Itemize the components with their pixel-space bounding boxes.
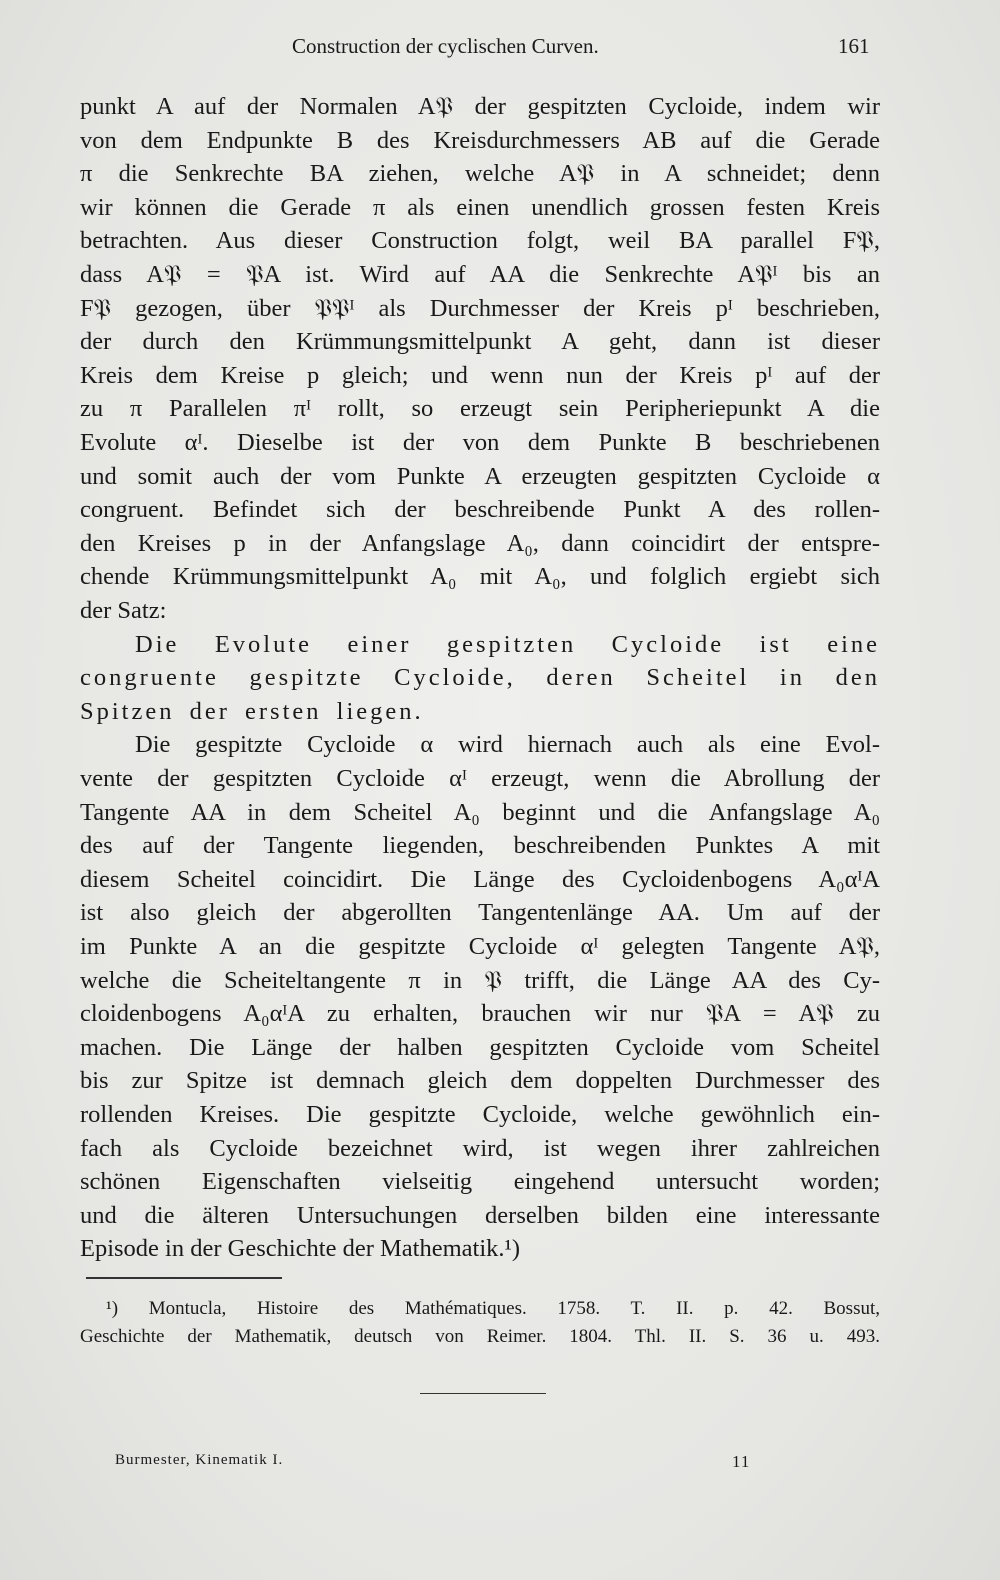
text-line: π die Senkrechte BA ziehen, welche A𝔓 in A schneidet; denn xyxy=(80,160,880,188)
footnote-rule xyxy=(86,1277,282,1279)
text-line: von dem Endpunkte B des Kreisdurchmessers AB auf die Gerade xyxy=(80,126,880,154)
text-line: rollenden Kreises. Die gespitzte Cycloide, welche gewöhnlich ein- xyxy=(80,1101,880,1128)
text-line: dass A𝔓 = 𝔓A ist. Wird auf AA die Senkrechte A𝔓ᴵ bis an xyxy=(80,261,880,288)
text-line: machen. Die Länge der halben gespitzten Cycloide vom Scheitel xyxy=(80,1033,880,1061)
text-line: Die Evolute einer gespitzten Cycloide ist eine xyxy=(135,630,880,658)
text-line: congruent. Befindet sich der beschreibende Punkt A des rollen- xyxy=(80,496,880,524)
text-line: der durch den Krümmungsmittelpunkt A geht, dann ist dieser xyxy=(80,328,880,356)
text-line: und die älteren Untersuchungen derselben bilden eine interessante xyxy=(80,1201,880,1229)
text-line: cloidenbogens A₀αᴵA zu erhalten, brauchen wir nur 𝔓A = A𝔓 zu xyxy=(80,1000,880,1028)
text-line: den Kreises p in der Anfangslage A₀, dann coincidirt der entspre- xyxy=(80,529,880,557)
text-line: im Punkte A an die gespitzte Cycloide αᴵ gelegten Tangente A𝔓, xyxy=(80,933,880,960)
footnote-line-2: Geschichte der Mathematik, deutsch von Reimer. 1804. Thl. II. S. 36 u. 493. xyxy=(80,1326,880,1347)
text-line: betrachten. Aus dieser Construction folgt, weil BA parallel F𝔓, xyxy=(80,227,880,255)
text-line: des auf der Tangente liegenden, beschreibenden Punktes A mit xyxy=(80,832,880,860)
text-line: wir können die Gerade π als einen unendlich grossen festen Kreis xyxy=(80,193,880,221)
text-line: schönen Eigenschaften vielseitig eingehend untersucht worden; xyxy=(80,1168,880,1196)
text-line: zu π Parallelen πᴵ rollt, so erzeugt sein Peripheriepunkt A die xyxy=(80,395,880,423)
text-line: Episode in der Geschichte der Mathematik.¹) xyxy=(80,1235,521,1263)
text-line: Kreis dem Kreise p gleich; und wenn nun der Kreis pᴵ auf der xyxy=(80,361,880,389)
sheet-number: 11 xyxy=(732,1452,751,1471)
text-line: punkt A auf der Normalen A𝔓 der gespitzten Cycloide, indem wir xyxy=(80,93,880,120)
text-line: der Satz: xyxy=(80,597,167,624)
text-line: Die gespitzte Cycloide α wird hiernach auch als eine Evol- xyxy=(135,731,880,759)
separator-rule xyxy=(420,1393,546,1394)
text-line: Evolute αᴵ. Dieselbe ist der von dem Punkte B beschriebenen xyxy=(80,429,880,456)
signature-mark: Burmester, Kinematik I. xyxy=(115,1452,284,1468)
text-line: bis zur Spitze ist demnach gleich dem doppelten Durchmesser des xyxy=(80,1067,880,1095)
text-line: Spitzen der ersten liegen. xyxy=(80,697,424,725)
text-line: chende Krümmungsmittelpunkt A₀ mit A₀, und folglich ergiebt sich xyxy=(80,563,880,591)
text-line: ist also gleich der abgerollten Tangentenlänge AA. Um auf der xyxy=(80,899,880,927)
text-line: congruente gespitzte Cycloide, deren Scheitel in den xyxy=(80,664,880,692)
running-title: Construction der cyclischen Curven. xyxy=(292,34,599,58)
text-line: Tangente AA in dem Scheitel A₀ beginnt und die Anfangslage A₀ xyxy=(80,798,880,826)
page-number: 161 xyxy=(838,34,870,58)
footnote-line-1: ¹) Montucla, Histoire des Mathématiques. 1758. T. II. p. 42. Bossut, xyxy=(106,1298,880,1319)
text-line: F𝔓 gezogen, über 𝔓𝔓ᴵ als Durchmesser der Kreis pᴵ beschrieben, xyxy=(80,294,880,322)
text-line: fach als Cycloide bezeichnet wird, ist wegen ihrer zahlreichen xyxy=(80,1134,880,1162)
text-line: vente der gespitzten Cycloide αᴵ erzeugt, wenn die Abrollung der xyxy=(80,765,880,792)
text-line: diesem Scheitel coincidirt. Die Länge des Cycloidenbogens A₀αᴵA xyxy=(80,865,880,893)
text-line: und somit auch der vom Punkte A erzeugten gespitzten Cycloide α xyxy=(80,462,880,490)
text-line: welche die Scheiteltangente π in 𝔓 trifft, die Länge AA des Cy- xyxy=(80,966,880,994)
